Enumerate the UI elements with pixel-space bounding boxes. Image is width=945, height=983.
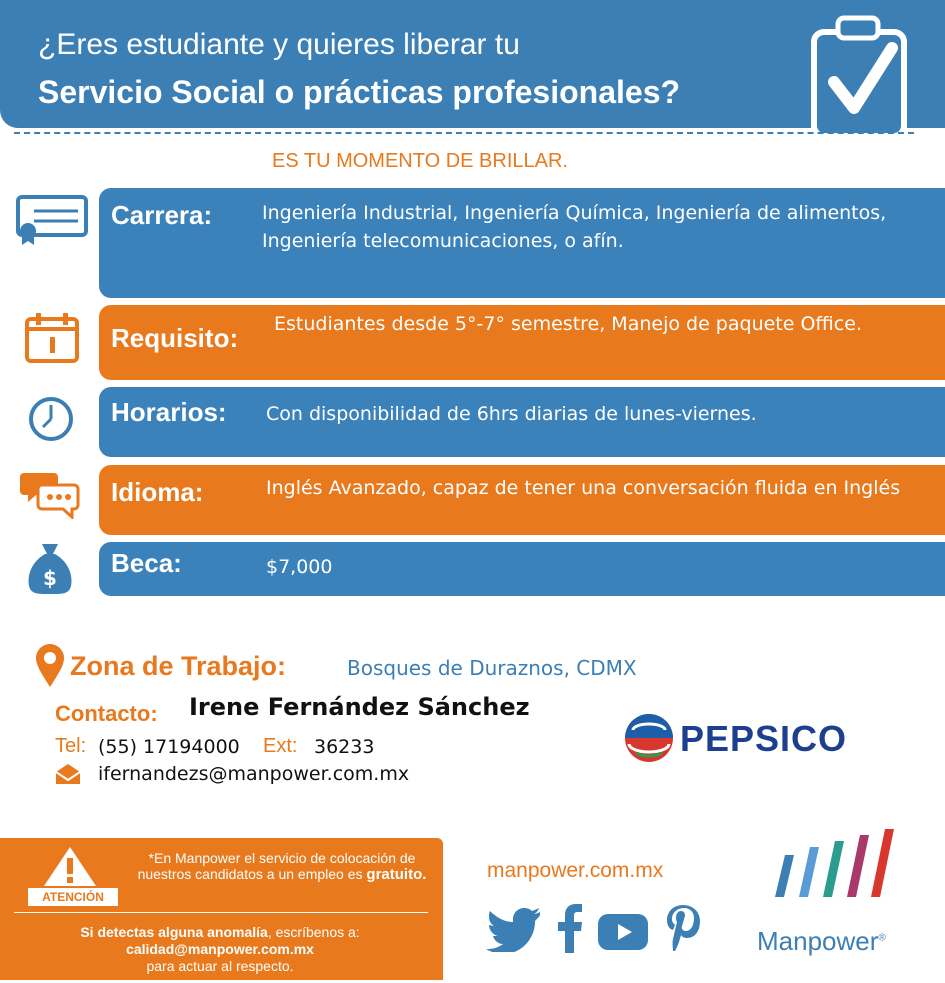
notice-anomaly-bold: Si detectas alguna anomalía [80,924,268,940]
notice-anomaly-text: , escríbenos a: [267,924,360,940]
youtube-icon[interactable] [597,912,649,952]
ext-label: Ext: [263,735,298,757]
manpower-url[interactable]: manpower.com.mx [487,859,664,882]
money-bag-icon [27,540,73,596]
tagline: ES TU MOMENTO DE BRILLAR. [272,150,568,172]
atencion-badge: ATENCIÓN [28,888,118,906]
diploma-icon [14,193,90,245]
notice-box [0,838,443,980]
contact-email[interactable]: ifernandezs@manpower.com.mx [98,763,410,785]
row-text: $7,000 [266,556,333,578]
notice-note-bold: gratuito. [366,866,427,883]
row-carrera [99,188,945,298]
svg-text:$: $ [43,566,57,590]
notice-bottom [10,924,430,975]
speech-bubbles-icon [20,467,80,519]
dashed-divider [14,132,914,134]
notice-divider [14,912,428,913]
row-idioma [99,465,945,535]
notice-email[interactable]: calidad@manpower.com.mx [126,941,314,957]
pepsico-logo: PEPSICO [680,718,848,759]
row-label: Idioma: [111,477,204,507]
contact-name: Irene Fernández Sánchez [189,693,530,721]
row-text: Estudiantes desde 5°-7° semestre, Manejo de paquete Office. [274,313,862,335]
notice-note-text: *En Manpower el servicio de colocación de nuestros candidatos a un empleo es [137,850,416,882]
manpower-name: Manpower [757,926,879,956]
clock-icon [27,395,75,443]
row-horarios [99,387,945,457]
header-title-line2: Servicio Social o prácticas profesionales? [38,74,681,110]
notice-note [132,850,432,883]
tel-label: Tel: [55,735,87,757]
warning-icon [42,844,98,888]
row-text: Inglés Avanzado, capaz de tener una conversación fluida en Inglés [266,477,901,499]
row-text: Con disponibilidad de 6hrs diarias de lunes-viernes. [266,403,757,425]
row-label: Requisito: [111,323,239,353]
facebook-icon[interactable] [557,903,583,953]
zone-value: Bosques de Duraznos, CDMX [347,656,637,680]
row-requisito [99,305,945,380]
calendar-icon [24,311,80,363]
envelope-icon [54,762,82,786]
manpower-logo-text [757,926,886,957]
tel-value: (55) 17194000 [98,736,240,758]
manpower-logo-stripes [769,827,897,899]
row-label: Beca: [111,548,182,578]
row-label: Horarios: [111,397,227,427]
contact-label: Contacto: [55,701,158,726]
clipboard-check-icon [808,12,912,142]
row-label: Carrera: [111,200,213,230]
row-text: Ingeniería Industrial, Ingeniería Química, Ingeniería de alimentos, Ingeniería telecomunicaciones, o afín. [262,202,887,252]
location-pin-icon [33,641,67,689]
ext-value: 36233 [314,736,375,758]
row-beca [99,542,945,596]
header-title-line1: ¿Eres estudiante y quieres liberar tu [38,28,520,61]
twitter-icon[interactable] [486,906,542,952]
notice-closing: para actuar al respecto. [146,958,294,974]
registered-mark: ® [878,932,886,944]
pepsico-globe-icon [623,712,675,764]
pinterest-icon[interactable] [665,903,703,953]
zone-label: Zona de Trabajo: [70,651,287,681]
